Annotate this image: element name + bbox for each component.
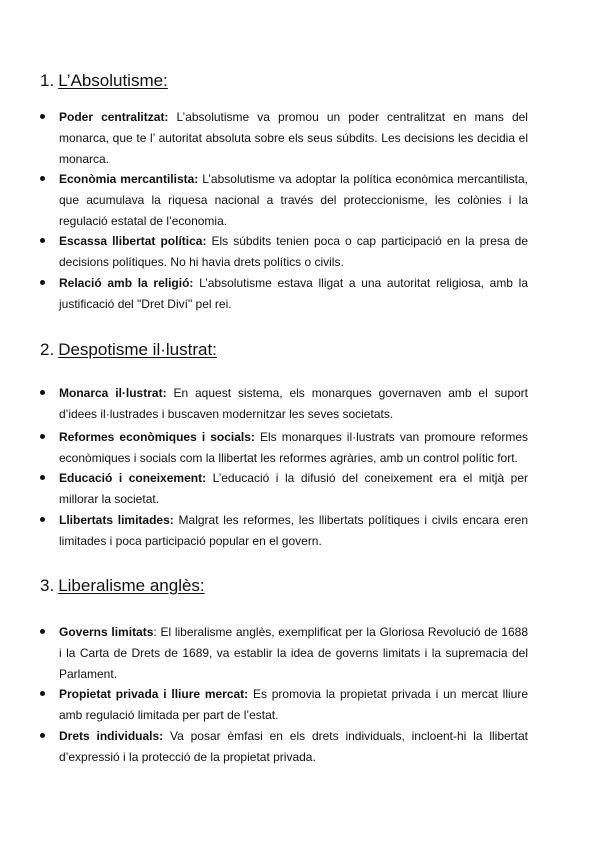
section-number: 3. xyxy=(40,576,55,595)
item-label: Monarca il·lustrat: xyxy=(59,386,167,400)
item-text xyxy=(59,684,528,726)
item-label: Econòmia mercantilista: xyxy=(59,172,199,186)
bullet-icon xyxy=(40,733,45,738)
item-text xyxy=(59,107,528,170)
item-description: Els monarques il·lustrats van promoure reformes econòmiques i socials com la llibertat les reformes agràries, amb un control polític fort. xyxy=(59,430,529,465)
bullet-icon xyxy=(40,629,45,634)
item-label: Llibertats limitades: xyxy=(59,513,174,527)
bullet-icon xyxy=(40,390,45,395)
bullet-icon xyxy=(40,691,45,696)
bullet-icon xyxy=(40,434,45,439)
section-number: 1. xyxy=(40,71,55,90)
item-label: Escassa llibertat política: xyxy=(59,234,207,248)
item-text xyxy=(59,510,528,552)
item-text xyxy=(59,231,528,273)
section-number: 2. xyxy=(40,340,55,359)
item-text xyxy=(59,726,528,768)
item-text xyxy=(59,273,528,315)
item-text xyxy=(59,169,528,232)
item-description: Va posar èmfasi en els drets individuals, incloent-hi la llibertat d’expressió i la protecció de la propietat privada. xyxy=(59,729,529,764)
item-description: En aquest sistema, els monarques governaven amb el suport d’idees il·lustrades i buscaven modernitzar les seves societats. xyxy=(59,386,528,421)
section-heading xyxy=(40,339,217,361)
bullet-icon xyxy=(40,517,45,522)
item-label: Educació i coneixement: xyxy=(59,471,207,485)
section-heading xyxy=(40,575,205,597)
item-label: Relació amb la religió: xyxy=(59,276,194,290)
item-label: Drets individuals: xyxy=(59,729,164,743)
item-description: L’absolutisme va promou un poder centralitzat en mans del monarca, que te l’ autoritat absoluta sobre els seus súbdits. Les decisions les decidia el monarca. xyxy=(59,110,528,166)
bullet-icon xyxy=(40,475,45,480)
bullet-icon xyxy=(40,280,45,285)
item-description: L’absolutisme estava lligat a una autoritat religiosa, amb la justificació del "Dret Diví" pel rei. xyxy=(59,276,529,311)
item-text xyxy=(59,468,528,510)
item-description: L’educació i la difusió del coneixement era el mitjà per millorar la societat. xyxy=(59,471,528,506)
item-label: Poder centralitzat: xyxy=(59,110,169,124)
item-description: Malgrat les reformes, les llibertats polítiques i civils encara eren limitades i poca participació popular en el govern. xyxy=(59,513,528,548)
item-text xyxy=(59,622,528,685)
section-heading xyxy=(40,70,168,92)
bullet-icon xyxy=(40,176,45,181)
item-label: Reformes econòmiques i socials: xyxy=(59,430,255,444)
item-text xyxy=(59,427,528,469)
item-description: Els súbdits tenien poca o cap participació en la presa de decisions polítiques. No hi havia drets polítics o civils. xyxy=(59,234,529,269)
item-label: Governs limitats xyxy=(59,625,154,639)
item-description: : El liberalisme anglès, exemplificat per la Gloriosa Revolució de 1688 i la Carta de Drets de 1689, va establir la idea de governs limitats i la supremacia del Parlament. xyxy=(59,625,528,681)
section-title: Despotisme il·lustrat: xyxy=(58,340,217,359)
item-description: Es promovia la propietat privada i un mercat lliure amb regulació limitada per part de l’estat. xyxy=(59,687,528,722)
section-title: Liberalisme anglès: xyxy=(58,576,205,595)
item-label: Propietat privada i lliure mercat: xyxy=(59,687,249,701)
bullet-icon xyxy=(40,114,45,119)
item-text xyxy=(59,383,528,425)
section-title: L’Absolutisme: xyxy=(58,71,168,90)
bullet-icon xyxy=(40,238,45,243)
item-description: L’absolutisme va adoptar la política econòmica mercantilista, que acumulava la riquesa nacional a través del proteccionisme, les colònies i la regulació estatal de l’economia. xyxy=(59,172,528,228)
